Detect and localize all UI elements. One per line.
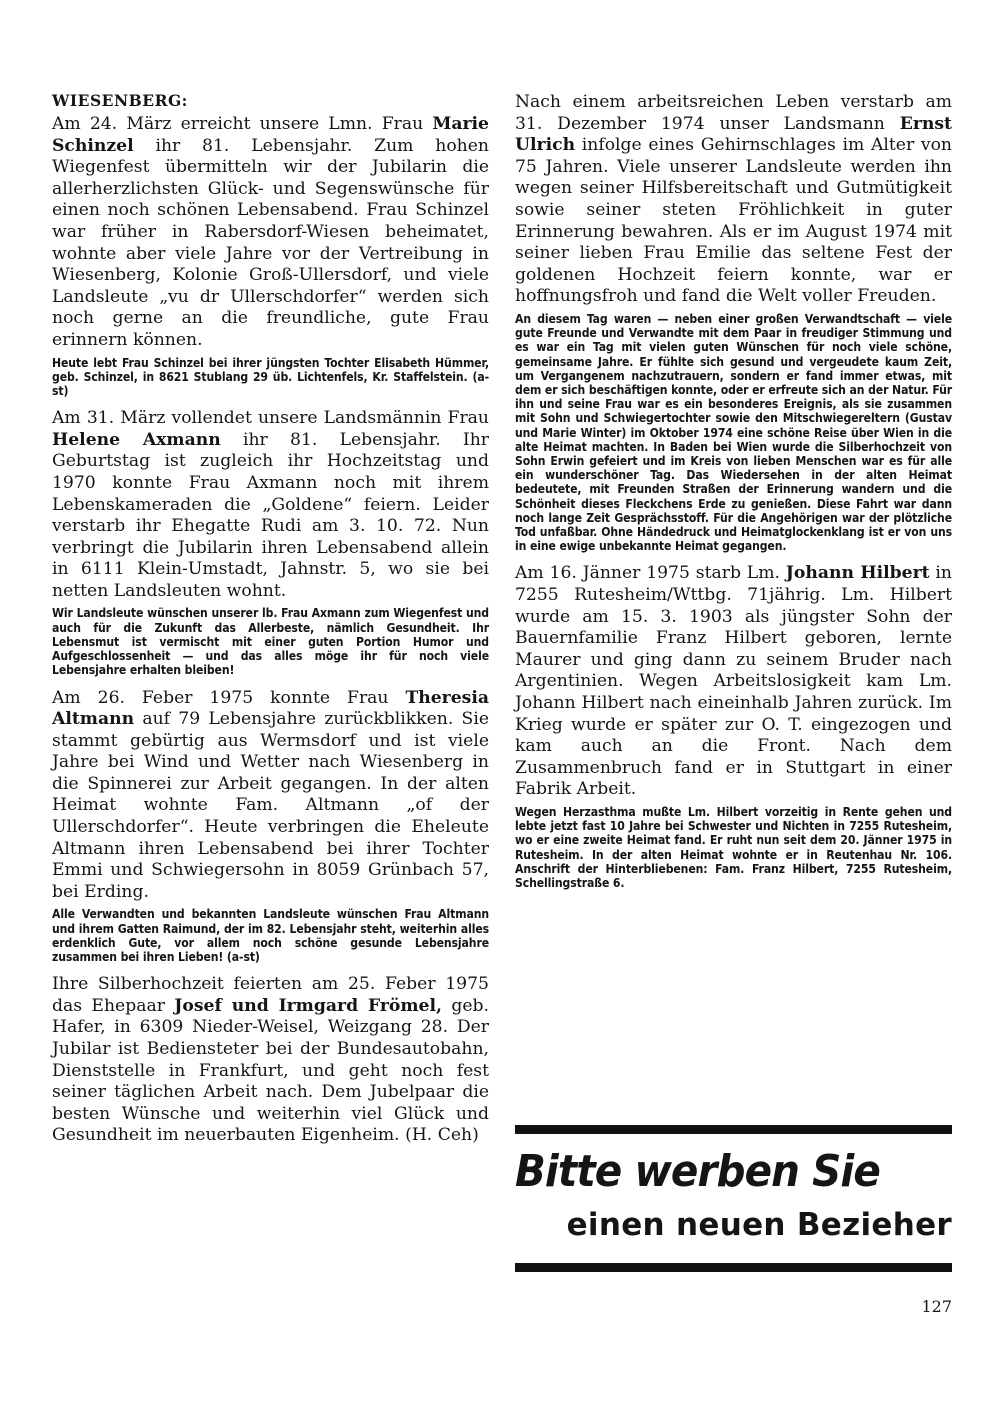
note-axmann: Wir Landsleute wünschen unserer lb. Frau Axmann zum Wiegenfest und auch für die Zukunft das Allerbeste, nämlich Gesundheit. Ihr Lebensmut ist vermischt mit einer guten Portion Humor und Aufgeschlossenheit — und das alles möge ihr für noch viele Lebensjahre erhalten bleiben!: [52, 606, 489, 678]
advert-subline: einen neuen Bezieher: [566, 1207, 952, 1243]
advert-top-rule: [515, 1125, 952, 1134]
advert-bottom-rule: [515, 1263, 952, 1272]
article-altmann: Am 26. Feber 1975 konnte Frau Theresia Altmann auf 79 Lebensjahre zurückblikken. Sie stammt gebürtig aus Wermsdorf und ist viele Jahre bei Wind und Wetter nach Wiesenberg in die Spinnerei zur Arbeit gegangen. In der alten Heimat wohnte Fam. Altmann „of der Ullerschdorfer“. Heute verbringen die Eheleute Altmann ihren Lebensabend bei ihrer Tochter Emmi und Schwiegersohn in 8059 Grünbach 57, bei Erding.: [52, 687, 489, 902]
advert-headline: Bitte werben Sie: [515, 1146, 880, 1197]
right-column: [515, 92, 952, 900]
person-name: Theresia Altmann: [52, 687, 489, 730]
person-name: Ernst Ulrich: [515, 113, 952, 156]
person-name: Josef und Irmgard Frömel,: [174, 995, 443, 1016]
note-ulrich: An diesem Tag waren — neben einer großen Verwandtschaft — viele gute Freunde und Verwandte mit dem Paar in freudiger Stimmung und es war ein Tag mit vielen guten Wünschen für noch viele schöne, gemeinsame Jahre. Er fühlte sich gesund und vergeudete kaum Zeit, um Vergangenem nachzutrauern, sondern er fand immer etwas, mit dem er sich beschäftigen konnte, oder er erfreute sich an der Natur. Für ihn und seine Frau war es ein besonderes Ereignis, als sie zusammen mit Sohn und Schwiegertochter sowie den Mitschwiegereltern (Gustav und Marie Winter) im Oktober 1974 eine schöne Reise über Wien in die alte Heimat machten. In Baden bei Wien wurde die Silberhochzeit von Sohn Erwin gefeiert und im Kreis von lieben Menschen war es für alle ein wunderschöner Tag. Das Wiedersehen in der alten Heimat bedeutete, mit Freunden Straßen der Erinnerung wandern und die Schönheit dieses Fleckchens Erde zu genießen. Diese Fahrt war dann noch lange Zeit Gesprächsstoff. Für die Angehörigen war der plötzliche Tod unfaßbar. Ohne Händedruck und Heimatglockenklang ist er von uns in eine ewige unbekannte Heimat gegangen.: [515, 311, 952, 554]
note-hilbert: Wegen Herzasthma mußte Lm. Hilbert vorzeitig in Rente gehen und lebte jetzt fast 10 Jahre bei Schwester und Nichten in 7255 Rutesheim, wo er eine zweite Heimat fand. Er ruht nun seit dem 20. Jänner 1975 in Rutesheim. In der alten Heimat wohnte er in Reutenhau Nr. 106. Anschrift der Hinterbliebenen: Fam. Franz Hilbert, 7255 Rutesheim, Schellingstraße 6.: [515, 804, 952, 890]
article-hilbert: Am 16. Jänner 1975 starb Lm. Johann Hilbert in 7255 Rutesheim/Wttbg. 71jährig. Lm. Hilbert wurde am 15. 3. 1903 als jüngster Sohn der Bauernfamilie Franz Hilbert geboren, lernte Maurer und ging dann zu seinem Bruder nach Argentinien. Wegen Arbeitslosigkeit kam Lm. Johann Hilbert nach eineinhalb Jahren zurück. Im Krieg wurde er später zur O. T. eingezogen und kam auch an die Front. Nach dem Zusammenbruch fand er in Stuttgart in einer Fabrik Arbeit.: [515, 563, 953, 800]
article-schinzel: Am 24. März erreicht unsere Lmn. Frau Marie Schinzel ihr 81. Lebensjahr. Zum hohen Wiegenfest übermitteln wir der Jubilarin die allerherzlichsten Glück- und Segenswünsche für einen noch schönen Lebensabend. Frau Schinzel war früher in Rabersdorf-Wiesen beheimatet, wohnte aber viele Jahre vor der Vertreibung in Wiesenberg, Kolonie Groß-Ullersdorf, und viele Landsleute „vu dr Ullerschdorfer“ werden sich noch gerne an die freundliche, gute Frau erinnern können.: [52, 114, 489, 350]
person-name: Johann Hilbert: [785, 563, 930, 584]
page-number: 127: [921, 1297, 952, 1316]
article-axmann: Am 31. März vollendet unsere Landsmännin Frau Helene Axmann ihr 81. Lebensjahr. Ihr Geburtstag ist zugleich ihr Hochzeitstag und 1970 konnte Frau Axmann noch mit ihrem Lebenskameraden die „Goldene“ feiern. Leider verstarb ihr Ehegatte Rudi am 3. 10. 72. Nun verbringt die Jubilarin ihren Lebensabend allein in 6111 Klein-Umstadt, Jahnstr. 5, wo sie bei netten Landsleuten wohnt.: [52, 408, 489, 601]
article-froemel: Ihre Silberhochzeit feierten am 25. Feber 1975 das Ehepaar Josef und Irmgard Frömel, geb. Hafer, in 6309 Nieder-Weisel, Weizgang 28. Der Jubilar ist Bediensteter bei der Bundesautobahn, Dienststelle in Frankfurt, und geht noch fest seiner täglichen Arbeit nach. Dem Jubelpaar die besten Wünsche und weiterhin viel Glück und Gesundheit im neuerbauten Eigenheim. (H. Ceh): [52, 974, 489, 1146]
article-ulrich: Nach einem arbeitsreichen Leben verstarb am 31. Dezember 1974 unser Landsmann Ernst Ulrich infolge eines Gehirnschlages im Alter von 75 Jahren. Viele unserer Landsleute werden ihn wegen seiner Hilfsbereitschaft und Gutmütigkeit sowie seiner steten Fröhlichkeit in guter Erinnerung bewahren. Als er im August 1974 mit seiner lieben Frau Emilie das seltene Fest der goldenen Hochzeit feiern konnte, war er hoffnungsfroh und fand die Welt voller Freuden.: [515, 92, 952, 307]
person-name: Helene Axmann: [52, 429, 221, 450]
left-column: [52, 92, 489, 1147]
note-altmann: Alle Verwandten und bekannten Landsleute wünschen Frau Altmann und ihrem Gatten Raimund, der im 82. Lebensjahr steht, weiterhin alles erdenklich Gute, vor allem noch schöne gesunde Lebensjahre zusammen bei ihren Lieben! (a-st): [52, 907, 489, 965]
person-name: Marie Schinzel: [52, 114, 489, 156]
section-heading: WIESENBERG:: [52, 91, 188, 110]
note-schinzel: Heute lebt Frau Schinzel bei ihrer jüngsten Tochter Elisabeth Hümmer, geb. Schinzel, in 8621 Stublang 29 üb. Lichtenfels, Kr. Staffelstein. (a-st): [52, 355, 489, 398]
